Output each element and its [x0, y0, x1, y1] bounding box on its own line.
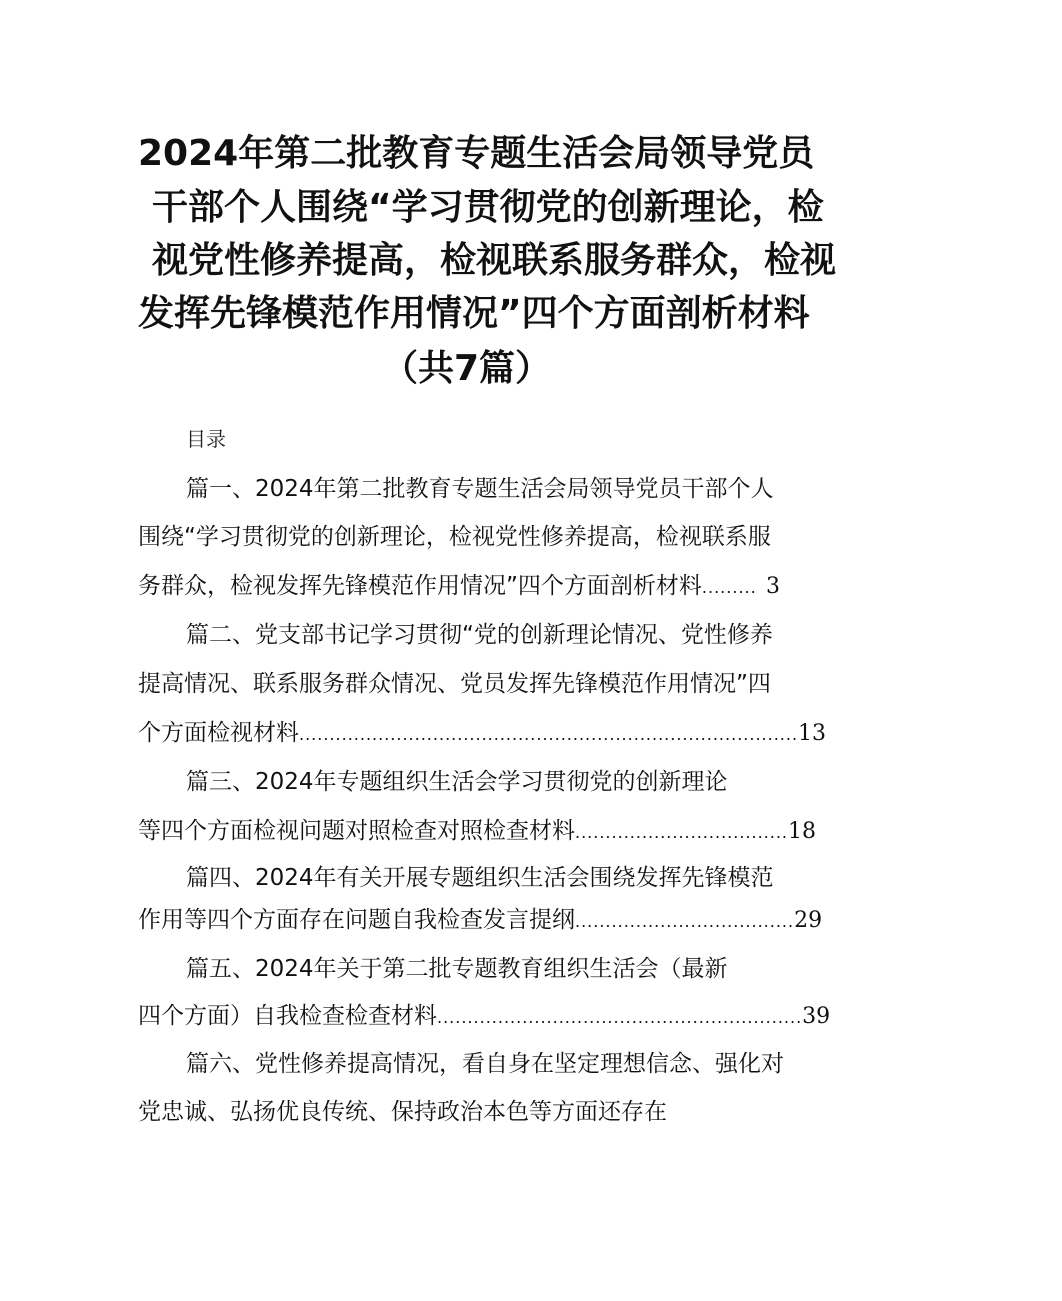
toc-heading: 目录: [186, 427, 226, 451]
title-line-4: 发挥先锋模范作用情况”四个方面剖析材料: [138, 293, 810, 334]
toc-entry-2-line-3[interactable]: [138, 713, 827, 755]
toc-entry-6-line-1[interactable]: 篇六、党性修养提高情况，看自身在坚定理想信念、强化对: [186, 1051, 784, 1077]
toc-entry-4-line-1[interactable]: 篇四、2024年有关开展专题组织生活会围绕发挥先锋模范: [186, 865, 774, 891]
toc-entry-1-leader: .........: [701, 578, 757, 597]
toc-entry-5-leader: ............................................................: [437, 1008, 803, 1027]
title-line-1: 2024年第二批教育专题生活会局领导党员: [138, 133, 815, 174]
toc-entry-2-leader: ..................................................................................: [299, 725, 799, 744]
toc-entry-5-line-1[interactable]: 篇五、2024年关于第二批专题教育组织生活会（最新: [186, 956, 728, 982]
toc-entry-2-line-2[interactable]: 提高情况、联系服务群众情况、党员发挥先锋模范作用情况”四: [138, 671, 771, 697]
toc-entry-1-line-2[interactable]: 围绕“学习贯彻党的创新理论，检视党性修养提高，检视联系服: [138, 524, 771, 550]
title-line-2: 干部个人围绕“学习贯彻党的创新理论，检: [152, 187, 824, 228]
toc-entry-1-text: 务群众，检视发挥先锋模范作用情况”四个方面剖析材料: [138, 573, 702, 599]
toc-entry-3-line-1[interactable]: 篇三、2024年专题组织生活会学习贯彻党的创新理论: [186, 769, 728, 795]
toc-entry-5-page: 39: [802, 1004, 831, 1029]
toc-entry-2-page: 13: [798, 721, 827, 746]
toc-entry-2-line-1[interactable]: 篇二、党支部书记学习贯彻“党的创新理论情况、党性修养: [186, 622, 773, 648]
toc-entry-5-text: 四个方面）自我检查检查材料: [138, 1003, 437, 1029]
toc-entry-3-text: 等四个方面检视问题对照检查对照检查材料: [138, 818, 575, 844]
toc-entry-1-line-3[interactable]: [138, 566, 780, 608]
toc-entry-1-line-1[interactable]: 篇一、2024年第二批教育专题生活会局领导党员干部个人: [186, 476, 774, 502]
toc-entry-6-line-2[interactable]: 党忠诚、弘扬优良传统、保持政治本色等方面还存在: [138, 1099, 667, 1125]
toc-entry-4-page: 29: [794, 908, 823, 933]
toc-entry-4-leader: ....................................: [575, 912, 795, 931]
toc-entry-3-leader: ...................................: [575, 823, 789, 842]
toc-entry-1-page: 3: [766, 574, 780, 599]
toc-entry-5-line-2[interactable]: [138, 996, 831, 1038]
toc-entry-4-text: 作用等四个方面存在问题自我检查发言提纲: [138, 907, 575, 933]
toc-entry-4-line-2[interactable]: [138, 900, 823, 942]
toc-entry-2-text: 个方面检视材料: [138, 720, 299, 746]
title-line-5: （共7篇）: [382, 348, 552, 389]
toc-entry-3-line-2[interactable]: [138, 811, 817, 853]
title-line-3: 视党性修养提高，检视联系服务群众，检视: [152, 240, 837, 281]
toc-entry-3-page: 18: [788, 819, 817, 844]
